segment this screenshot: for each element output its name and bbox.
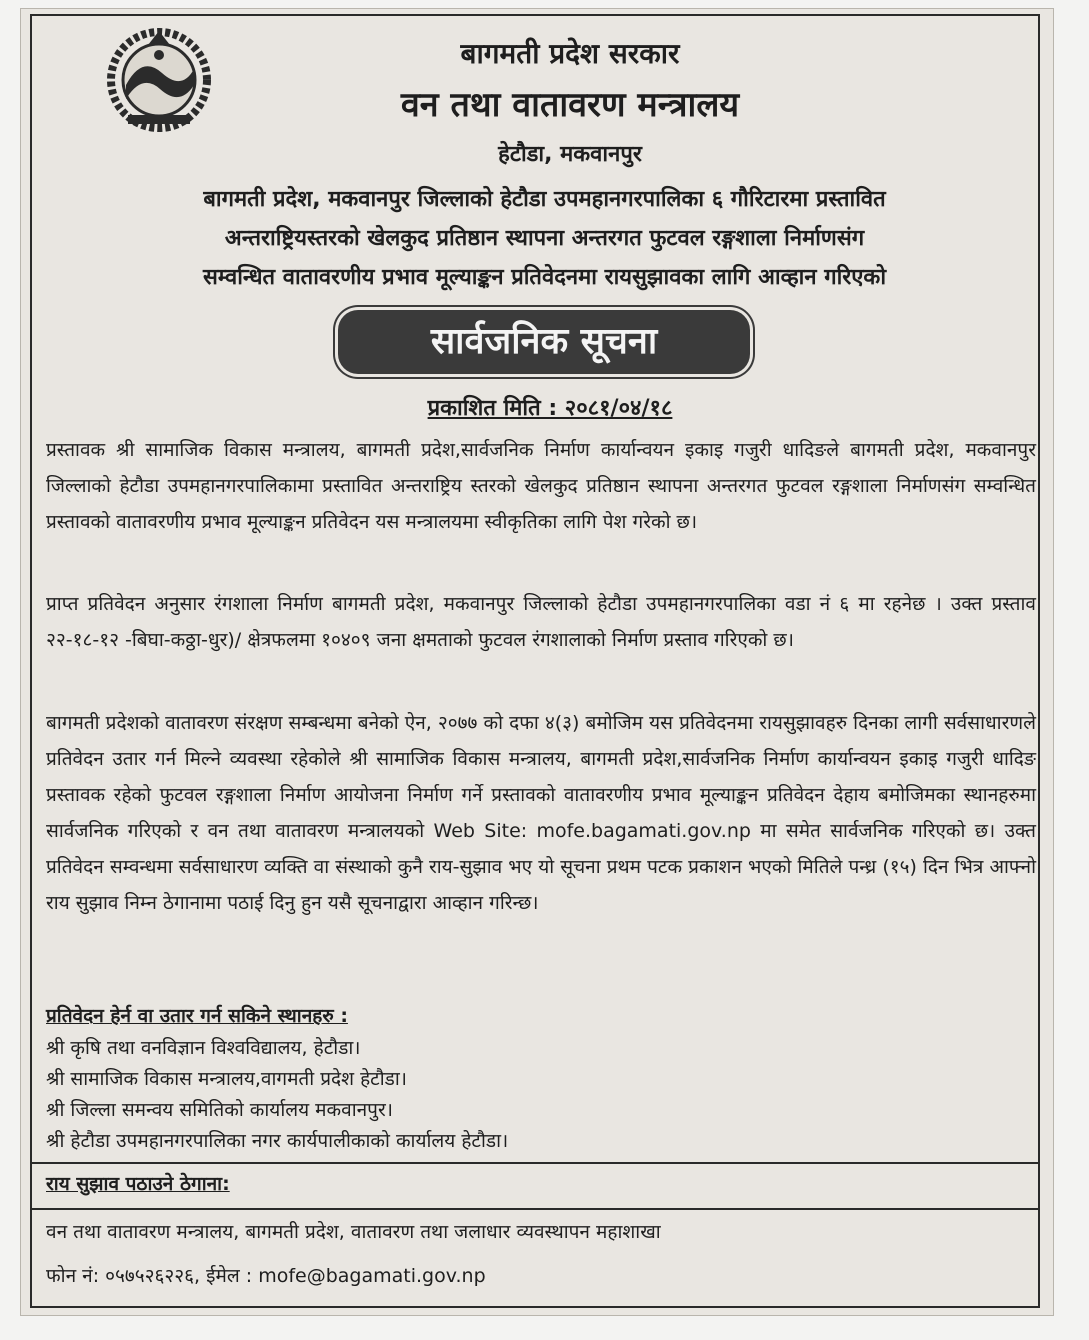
subject-line: बागमती प्रदेश, मकवानपुर जिल्लाको हेटौडा उपमहानगरपालिका ६ गौरिटारमा प्रस्तावित (203, 187, 886, 212)
subject-line: सम्वन्धित वातावरणीय प्रभाव मूल्याङ्कन प्रतिवेदनमा रायसुझावका लागि आव्हान गरिएको (202, 265, 887, 290)
divider (32, 1208, 1038, 1210)
list-item: श्री हेटौडा उपमहानगरपालिका नगर कार्यपालीकाको कार्यालय हेटौडा। (46, 1130, 509, 1152)
address-heading: राय सुझाव पठाउने ठेगाना: (46, 1173, 230, 1195)
paragraph-public-notice: बागमती प्रदेशको वातावरण संरक्षण सम्बन्धमा बनेको ऐन, २०७७ को दफा ४(३) बमोजिम यस प्रतिवेदनमा रायसुझावहरु दिनका लागी सर्वसाधारणले प्रतिवेदन उतार गर्न मिल्ने व्यवस्था रहेकोले श्री सामाजिक विकास मन्त्रालय, बागमती प्रदेश,सार्वजनिक निर्माण कार्यान्वयन इकाइ गजुरी धादिङ प्रस्तावक रहेको फुटवल रङ्गशाला निर्माण आयोजना निर्माण गर्ने प्रस्तावको वातावरणीय प्रभाव मूल्याङ्कन प्रतिवेदन देहाय बमोजिमका स्थानहरुमा सार्वजनिक गरिएको र वन तथा वातावरण मन्त्रालयको Web Site: mofe.bagamati.gov.np मा समेत सार्वजनिक गरिएको छ। उक्त प्रतिवेदन सम्वन्धमा सर्वसाधारण व्यक्ति वा संस्थाको कुनै राय-सुझाव भए यो सूचना प्रथम पटक प्रकाशन भएको मितिले पन्ध्र (१५) दिन भित्र आफ्नो राय सुझाव निम्न ठेगानामा पठाई दिनु हुन यसै सूचनाद्वारा आव्हान गरिन्छ। (46, 712, 1036, 914)
list-item: श्री जिल्ला समन्वय समितिको कार्यालय मकवानपुर। (46, 1099, 393, 1121)
contact-info: फोन नं: ०५७५२६२२६, ईमेल : mofe@bagamati.gov.np (46, 1265, 486, 1287)
government-name: बागमती प्रदेश सरकार (460, 37, 680, 70)
notice-title-banner: सार्वजनिक सूचना (338, 310, 750, 374)
subject-line: अन्तराष्ट्रियस्तरको खेलकुद प्रतिष्ठान स्थापना अन्तरगत फुटवल रङ्गशाला निर्माणसंग (224, 226, 865, 251)
locations-list (46, 1033, 508, 1157)
list-item: श्री सामाजिक विकास मन्त्रालय,वागमती प्रदेश हेटौडा। (46, 1068, 407, 1090)
divider (32, 1162, 1038, 1164)
office-location: हेटौडा, मकवानपुर (498, 142, 642, 167)
nepal-emblem-icon (104, 25, 214, 135)
publication-date: प्रकाशित मिति : २०८१/०४/१८ (427, 396, 673, 421)
list-item: श्री कृषि तथा वनविज्ञान विश्वविद्यालय, हेटौडा। (46, 1037, 361, 1059)
paragraph-proposal: प्रस्तावक श्री सामाजिक विकास मन्त्रालय, बागमती प्रदेश,सार्वजनिक निर्माण कार्यान्वयन इकाइ गजुरी धादिङले बागमती प्रदेश, मकवानपुर जिल्लाको हेटौडा उपमहानगरपालिकामा प्रस्तावित अन्तराष्ट्रिय स्तरको खेलकुद प्रतिष्ठान स्थापना अन्तरगत फुटवल रङ्गशाला निर्माणसंग सम्वन्धित प्रस्तावको वातावरणीय प्रभाव मूल्याङ्कन प्रतिवेदन यस मन्त्रालयमा स्वीकृतिका लागि पेश गरेको छ। (46, 439, 1036, 533)
locations-heading: प्रतिवेदन हेर्न वा उतार गर्न सकिने स्थानहरु : (46, 1005, 348, 1027)
ministry-name: वन तथा वातावरण मन्त्रालय (400, 85, 740, 125)
address-line: वन तथा वातावरण मन्त्रालय, बागमती प्रदेश, वातावरण तथा जलाधार व्यवस्थापन महाशाखा (46, 1221, 661, 1243)
paragraph-report-details: प्राप्त प्रतिवेदन अनुसार रंगशाला निर्माण बागमती प्रदेश, मकवानपुर जिल्लाको हेटौडा उपमहानगरपालिका वडा नं ६ मा रहनेछ । उक्त प्रस्ताव २२-१८-१२ -बिघा-कठ्ठा-धुर)/ क्षेत्रफलमा १०४०९ जना क्षमताको फुटवल रंगशालाको निर्माण प्रस्ताव गरिएको छ। (46, 593, 1036, 651)
notice-subject (52, 180, 1037, 297)
